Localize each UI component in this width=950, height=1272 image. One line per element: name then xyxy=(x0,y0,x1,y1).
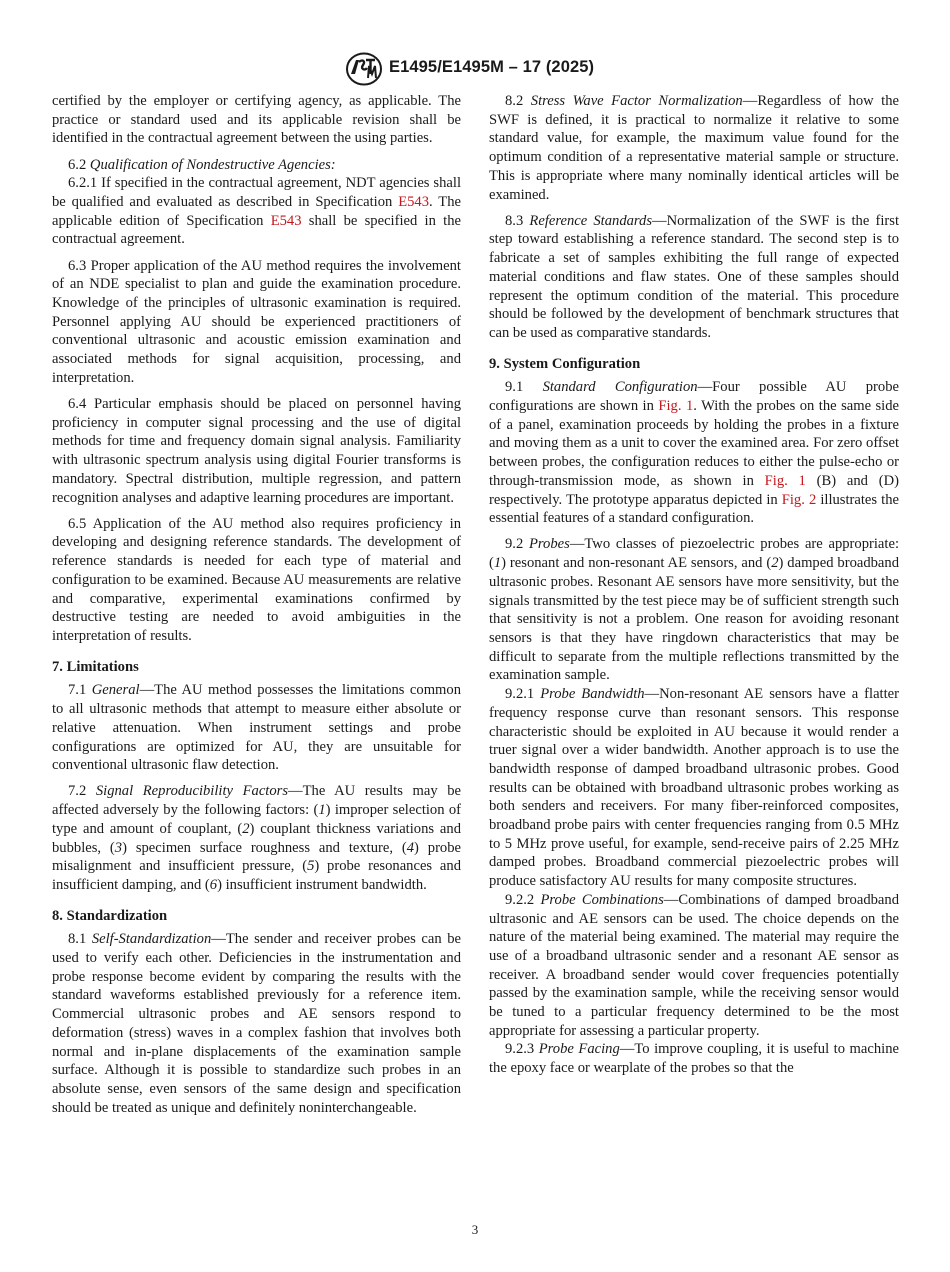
heading-section-9: 9. System Configuration xyxy=(489,355,641,372)
link-e543[interactable]: E543 xyxy=(270,212,302,229)
paragraph-7-1: 7.1 General—The AU method possesses the limitations common to all ultrasonic methods that attempt to measure either absolute or relative attenuation. When instrument settings and probe configurations are optimized for AU, they are unsuitable for conventional ultrasonic flaw detection. xyxy=(52,682,461,774)
paragraph-9-2-3: 9.2.3 Probe Facing—To improve coupling, it is useful to machine the epoxy face or wearplate of the probes so that the xyxy=(489,1041,899,1077)
paragraph-9-2-1: 9.2.1 Probe Bandwidth—Non-resonant AE sensors have a flatter frequency response curve than resonant sensors. This response characteristic should be exploited in AU because it would render a truer signal over a wider bandwidth. Another approach is to use the bandwidth response of damped broadband ultrasonic probes. Good results can be obtained with broadband ultrasonic probes working as both senders and receivers. For many fiber-reinforced composites, broadband probe pairs with center frequencies ranging from 0.5 MHz to 5 MHz prove useful, for example, send-receive pairs of 2.25 MHz damped probes. Broadband commercial piezoelectric probes will produce satisfactory AU results for many composite structures. xyxy=(489,686,900,890)
link-fig-1[interactable]: Fig. 1 xyxy=(764,472,806,489)
page-header xyxy=(0,52,950,88)
paragraph-6-3: 6.3 Proper application of the AU method requires the involvement of an NDE specialist to plan and guide the examination procedure. Knowledge of the principles of ultrasonic examination is required. Personnel applying AU should be experienced practitioners of conventional ultrasonic and acoustic emission examination and associated methods for signal acquisition, processing, and interpretation. xyxy=(52,257,461,386)
paragraph-9-2-2: 9.2.2 Probe Combinations—Combinations of damped broadband ultrasonic and AE sensors can be used. The choice depends on the nature of the material being examined. The material may require the use of a broadband ultrasonic sender and a resonant AE sensor as receiver. A broadband sender would cover frequencies potentially passed by the examination sample, while the receiving sensor would be tuned to a particular frequency determined to be the most appropriate for assessing a particular property. xyxy=(489,891,900,1039)
heading-section-7: 7. Limitations xyxy=(52,658,139,675)
section-title: Qualification of Nondestructive Agencies: xyxy=(89,156,336,173)
page-number: 3 xyxy=(471,1222,479,1237)
document-designation: E1495/E1495M – 17 (2025) xyxy=(389,58,595,76)
paragraph-9-2: 9.2 Probes—Two classes of piezoelectric probes are appropriate: (1) resonant and non-resonant AE sensors, and (2) damped broadband ultrasonic probes. Resonant AE sensors have more sensitivity, but the signals transmitted by the test piece may be of sufficient strength such that sensitivity is not a problem. One reason for avoiding resonant sensors is that they have ringdown characteristics that may be difficult to separate from the multiple reflections transmitted by the examination sample. xyxy=(489,536,900,684)
right-column xyxy=(489,92,899,1078)
paragraph-6-1-continued: certified by the employer or certifying agency, as applicable. The practice or standard used and its applicable revision shall be identified in the contractual agreement between the using parties. xyxy=(52,93,461,147)
paragraph-6-4: 6.4 Particular emphasis should be placed on personnel having proficiency in computer signal processing and the use of digital methods for time and frequency domain signal analysis. Familiarity with ultrasonic spectrum analysis using digital Fourier transforms is mandatory. Spectral distribution, multiple regression, and pattern recognition analyses and adaptive learning procedures are important. xyxy=(52,396,461,506)
left-column xyxy=(52,92,461,1117)
paragraph-7-2: 7.2 Signal Reproducibility Factors—The AU results may be affected adversely by the following factors: (1) improper selection of type and amount of couplant, (2) couplant thickness variations and bubbles, (3) specimen surface roughness and texture, (4) probe misalignment and insufficient pressure, (5) probe resonances and insufficient damping, and (6) insufficient instrument bandwidth. xyxy=(52,783,461,893)
paragraph-8-1: 8.1 Self-Standardization—The sender and receiver probes can be used to verify each other. Deficiencies in the instrumentation and probe response become evident by comparing the results with the standard waveforms established previously for a reference item. Commercial ultrasonic probes and AE sensors respond to deformation (stress) waves in a complex fashion that involves both normal and in-plane displacements of the examination sample surface. Although it is possible to standardize such probes in an absolute sense, even sensors of the same design and specification should be treated as unique and definitely noninterchangeable. xyxy=(52,931,461,1116)
paragraph-6-5: 6.5 Application of the AU method also requires proficiency in developing and designing reference standards. The development of reference standards is needed for each type of material and configuration to be examined. Because AU measurements are relative and comparative, experimental examinations confirmed by destructive testing are needed to avoid ambiguities in the interpretation of results. xyxy=(52,515,461,644)
heading-section-8: 8. Standardization xyxy=(52,907,168,924)
paragraph-8-3: 8.3 Reference Standards—Normalization of the SWF is the first step toward establishing a reference standard. The second step is to fabricate a set of samples exhibiting the full range of expected material conditions and flaw states. One of these samples should represent the optimum condition of the material. This procedure should be followed by the development of benchmark structures that can be used as comparative standards. xyxy=(489,212,900,341)
link-e543[interactable]: E543 xyxy=(398,194,430,211)
paragraph-8-2: 8.2 Stress Wave Factor Normalization—Regardless of how the SWF is defined, it is practical to normalize it relative to some standard value, for example, the maximum value found for the optimum condition of a representative material sample or structure. This is appropriate where many nominally identical articles will be examined. xyxy=(489,93,899,203)
link-fig-1[interactable]: Fig. 1 xyxy=(658,398,694,415)
astm-logo-icon xyxy=(345,52,383,86)
paragraph-9-1: 9.1 Standard Configuration—Four possible AU probe configurations are shown in Fig. 1. With the probes on the same side of a panel, examination proceeds by holding the probes in a fixture and moving them as a unit to cover the examined area. For zero offset between probes, the configuration reduces to either the pulse-echo or through-transmission mode, as shown in Fig. 1 (B) and (D) respectively. The prototype apparatus depicted in Fig. 2 illustrates the essential features of a standard configuration. xyxy=(489,379,900,527)
link-fig-2[interactable]: Fig. 2 xyxy=(781,491,817,508)
paragraph-6-2: 6.2 Qualification of Nondestructive Agencies: xyxy=(68,156,336,173)
paragraph-6-2-1: 6.2.1 If specified in the contractual agreement, NDT agencies shall be qualified and evaluated as described in Specification E543. The applicable edition of Specification E543 shall be specified in the contractual agreement. xyxy=(52,175,461,248)
